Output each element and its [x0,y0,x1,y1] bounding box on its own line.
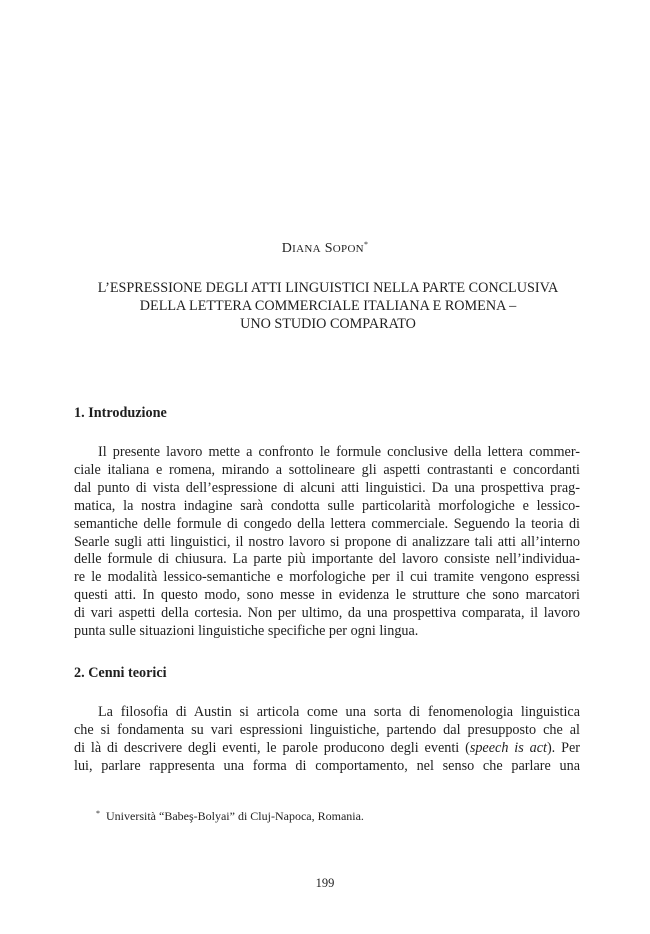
line-text: ). Per [546,739,580,756]
introduction-paragraph [74,444,580,641]
author-footnote-marker: * [363,240,369,249]
paragraph-line: che si fondamenta su vari espressioni linguistiche, partendo dal presupposto che al [74,721,580,738]
section-heading-cenni-teorici: 2. Cenni teorici [74,665,167,681]
paragraph-line: questi atti. In questo modo, sono messe in evidenza le strutture che sono marcatori [74,587,580,604]
section-heading-introduzione: 1. Introduzione [74,405,167,421]
paragraph-line: lui, parlare rappresenta una forma di comportamento, nel senso che parlare una [74,757,580,774]
author-first-rest: IANA [292,243,321,255]
author-last-initial: S [324,241,333,256]
paragraph-line: ciale italiana e romena, mirando a sottolineare gli aspetti contrastanti e concordanti [74,461,580,478]
paragraph-line: di vari aspetti della cortesia. Non per ultimo, da una prospettiva comparata, il lavoro [74,605,580,622]
paragraph-line: delle formule di chiusura. La parte più importante del lavoro consiste nell’individua- [74,551,580,568]
theory-paragraph [74,704,580,776]
paragraph-line: dal punto di vista dell’espressione di alcuni atti linguistici. Da una prospettiva prag- [74,479,580,496]
paragraph-line: Il presente lavoro mette a confronto le formule conclusive della lettera commer- [98,444,580,460]
footnote-marker: * [96,809,100,818]
paragraph-line: punta sulle situazioni linguistiche specifiche per ogni lingua. [74,623,419,640]
line-text: di là di descrivere degli eventi, le parole producono degli eventi ( [74,739,470,756]
paragraph-line: matica, la nostra indagine sarà condotta sulle particolarità morfologiche e lessico- [74,497,580,514]
paragraph-line: semantiche delle formule di congedo della lettera commerciale. Seguendo la teoria di [74,515,580,532]
title-line: DELLA LETTERA COMMERCIALE ITALIANA E ROMENA – [139,298,517,314]
author-first-initial: D [281,241,293,256]
article-title [70,279,586,333]
paragraph-line [74,740,580,758]
title-line: L’ESPRESSIONE DEGLI ATTI LINGUISTICI NELLA PARTE CONCLUSIVA [97,280,559,296]
paragraph-line: re le modalità lessico-semantiche e morfologiche per il cui tramite vengono espressi [74,569,580,586]
paragraph-line: La filosofia di Austin si articola come una sorta di fenomenologia linguistica [98,704,580,720]
footnote [96,809,364,824]
paragraph-line: Searle sugli atti linguistici, il nostro lavoro si propone di analizzare tali atti all’interno [74,533,580,550]
author-last-rest: OPON [332,243,364,255]
page-number: 199 [315,876,335,890]
footnote-text: Università “Babeş-Bolyai” di Cluj-Napoca, Romania. [106,809,364,823]
author-name [0,240,650,257]
title-line: UNO STUDIO COMPARATO [240,316,416,332]
emphasized-term: speech is act [469,739,547,756]
